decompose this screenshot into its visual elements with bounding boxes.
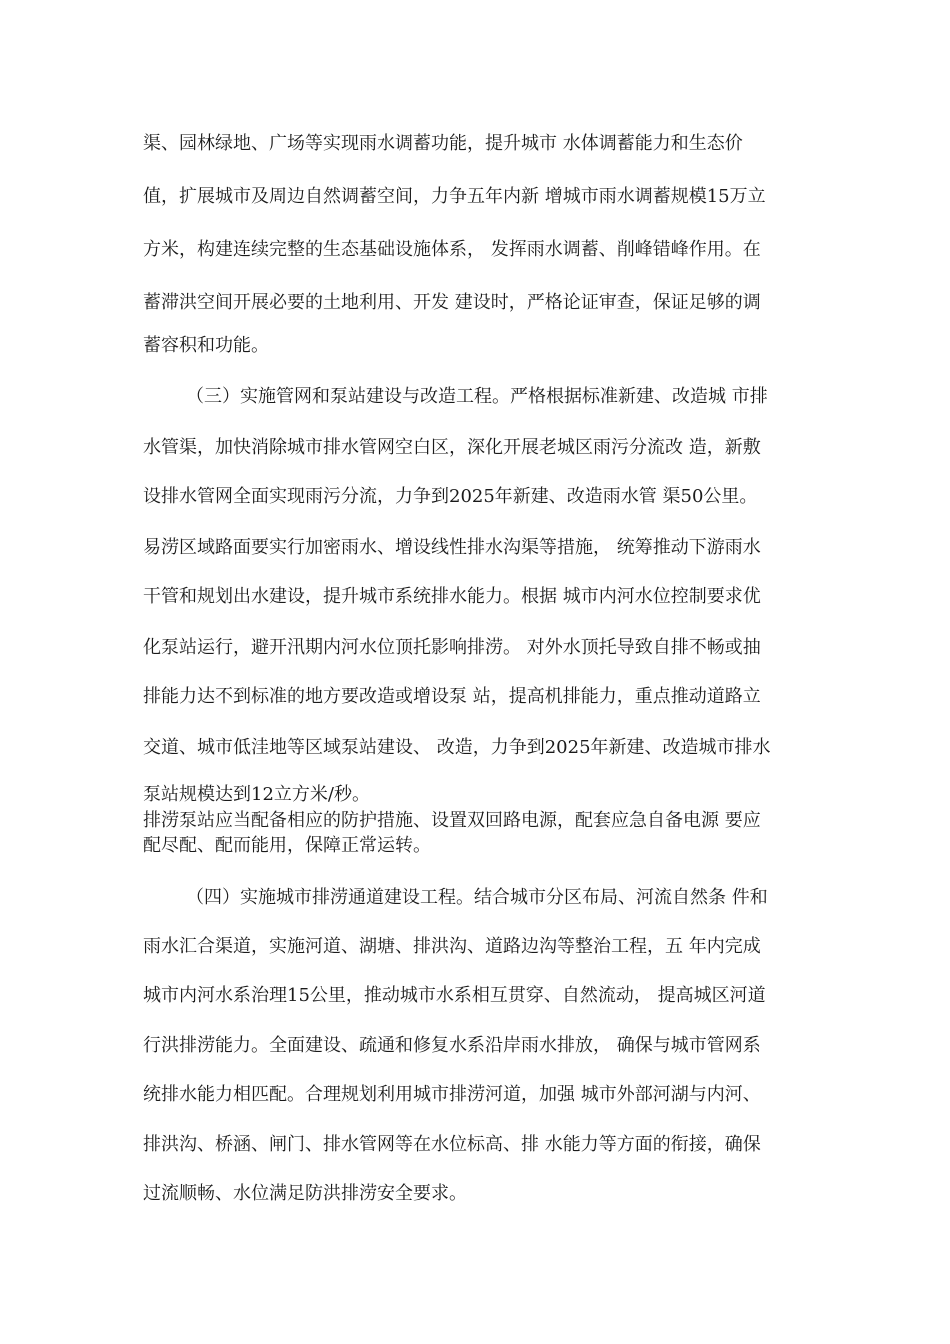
text-line: 过流顺畅、水位满足防洪排涝安全要求。	[143, 1183, 467, 1204]
text-line: 统排水能力相匹配。合理规划利用城市排涝河道，加强 城市外部河湖与内河、	[143, 1084, 761, 1105]
text-line: 设排水管网全面实现雨污分流，力争到2025年新建、改造雨水管 渠50公里。	[143, 486, 758, 507]
text-line: 行洪排涝能力。全面建设、疏通和修复水系沿岸雨水排放， 确保与城市管网系	[143, 1035, 761, 1056]
text-line: 交道、城市低洼地等区域泵站建设、 改造，力争到2025年新建、改造城市排水	[143, 737, 771, 758]
text-line: 雨水汇合渠道，实施河道、湖塘、排洪沟、道路边沟等整治工程，五 年内完成	[143, 936, 761, 957]
text-line: 城市内河水系治理15公里，推动城市水系相互贯穿、自然流动， 提高城区河道	[143, 985, 766, 1006]
section-four-heading-line: （四）实施城市排涝通道建设工程。结合城市分区布局、河流自然条 件和	[186, 887, 768, 908]
text-line: 干管和规划出水建设，提升城市系统排水能力。根据 城市内河水位控制要求优	[143, 586, 761, 607]
text-line: 渠、园林绿地、广场等实现雨水调蓄功能，提升城市 水体调蓄能力和生态价	[143, 133, 743, 154]
text-line: 蓄容积和功能。	[143, 335, 269, 356]
text-line: 排洪沟、桥涵、闸门、排水管网等在水位标高、排 水能力等方面的衔接，确保	[143, 1134, 761, 1155]
text-line: 排能力达不到标准的地方要改造或增设泵 站，提高机排能力，重点推动道路立	[143, 686, 761, 707]
text-line: 配尽配、配而能用，保障正常运转。	[143, 835, 431, 856]
text-line: 方米，构建连续完整的生态基础设施体系， 发挥雨水调蓄、削峰错峰作用。在	[143, 239, 761, 260]
text-line: 泵站规模达到12立方米/秒。	[143, 784, 370, 805]
text-line: 水管渠，加快消除城市排水管网空白区，深化开展老城区雨污分流改 造，新敷	[143, 437, 761, 458]
text-line: 易涝区域路面要实行加密雨水、增设线性排水沟渠等措施， 统筹推动下游雨水	[143, 537, 761, 558]
section-three-heading-line: （三）实施管网和泵站建设与改造工程。严格根据标准新建、改造城 市排	[186, 386, 768, 407]
text-line: 化泵站运行，避开汛期内河水位顶托影响排涝。 对外水顶托导致自排不畅或抽	[143, 637, 761, 658]
text-line: 值，扩展城市及周边自然调蓄空间，力争五年内新 增城市雨水调蓄规模15万立	[143, 186, 766, 207]
text-line: 排涝泵站应当配备相应的防护措施、设置双回路电源，配套应急自备电源 要应	[143, 810, 761, 831]
text-line: 蓄滞洪空间开展必要的土地利用、开发 建设时，严格论证审查，保证足够的调	[143, 292, 761, 313]
